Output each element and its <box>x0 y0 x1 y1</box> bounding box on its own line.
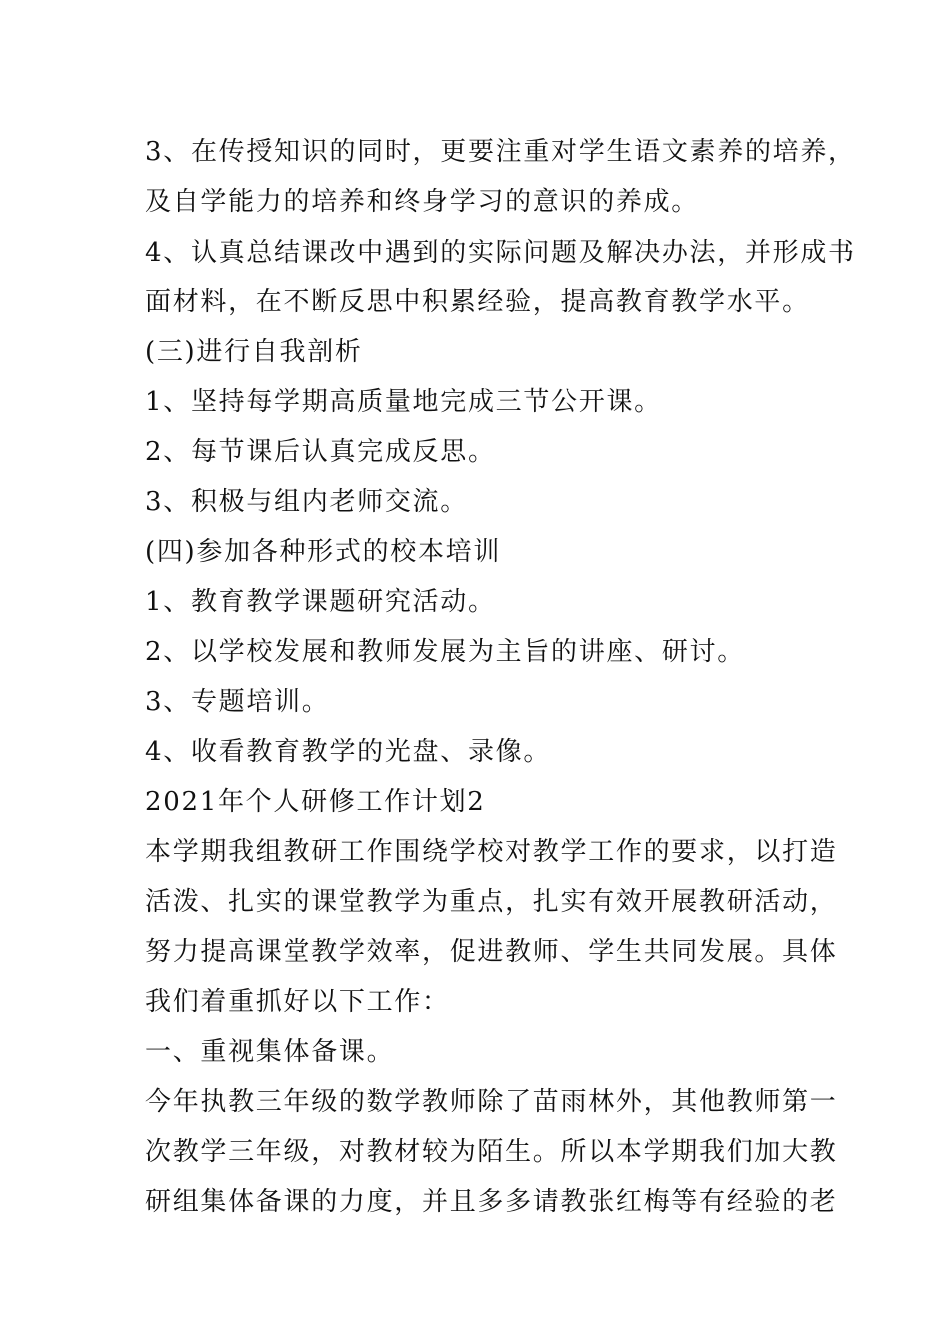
text-line: 2、每节课后认真完成反思。 <box>145 437 496 467</box>
text-line: 我们着重抓好以下工作： <box>145 987 450 1017</box>
text-line: 研组集体备课的力度，并且多多请教张红梅等有经验的老 <box>145 1187 838 1217</box>
text-line: 今年执教三年级的数学教师除了苗雨林外，其他教师第一 <box>145 1087 838 1117</box>
text-line: 及自学能力的培养和终身学习的意识的养成。 <box>145 187 700 217</box>
text-line: 3、积极与组内老师交流。 <box>145 487 468 517</box>
text-line: 4、认真总结课改中遇到的实际问题及解决办法，并形成书 <box>145 238 856 268</box>
section-heading: (三)进行自我剖析 <box>145 337 363 367</box>
text-line: 3、在传授知识的同时，更要注重对学生语文素养的培养， <box>145 137 856 167</box>
text-line: 1、坚持每学期高质量地完成三节公开课。 <box>145 387 662 417</box>
section-heading: 一、重视集体备课。 <box>145 1037 395 1067</box>
text-line: 2、以学校发展和教师发展为主旨的讲座、研讨。 <box>145 637 745 667</box>
text-line: 本学期我组教研工作围绕学校对教学工作的要求，以打造 <box>145 837 838 867</box>
text-line: 活泼、扎实的课堂教学为重点，扎实有效开展教研活动， <box>145 887 838 917</box>
text-line: 4、收看教育教学的光盘、录像。 <box>145 737 552 767</box>
document-title: 2021年个人研修工作计划2 <box>145 787 486 817</box>
text-line: 3、专题培训。 <box>145 687 330 717</box>
section-heading: (四)参加各种形式的校本培训 <box>145 537 502 567</box>
text-line: 次教学三年级，对教材较为陌生。所以本学期我们加大教 <box>145 1137 838 1167</box>
text-line: 努力提高课堂教学效率，促进教师、学生共同发展。具体 <box>145 937 838 967</box>
text-line: 1、教育教学课题研究活动。 <box>145 587 496 617</box>
text-line: 面材料，在不断反思中积累经验，提高教育教学水平。 <box>145 287 810 317</box>
